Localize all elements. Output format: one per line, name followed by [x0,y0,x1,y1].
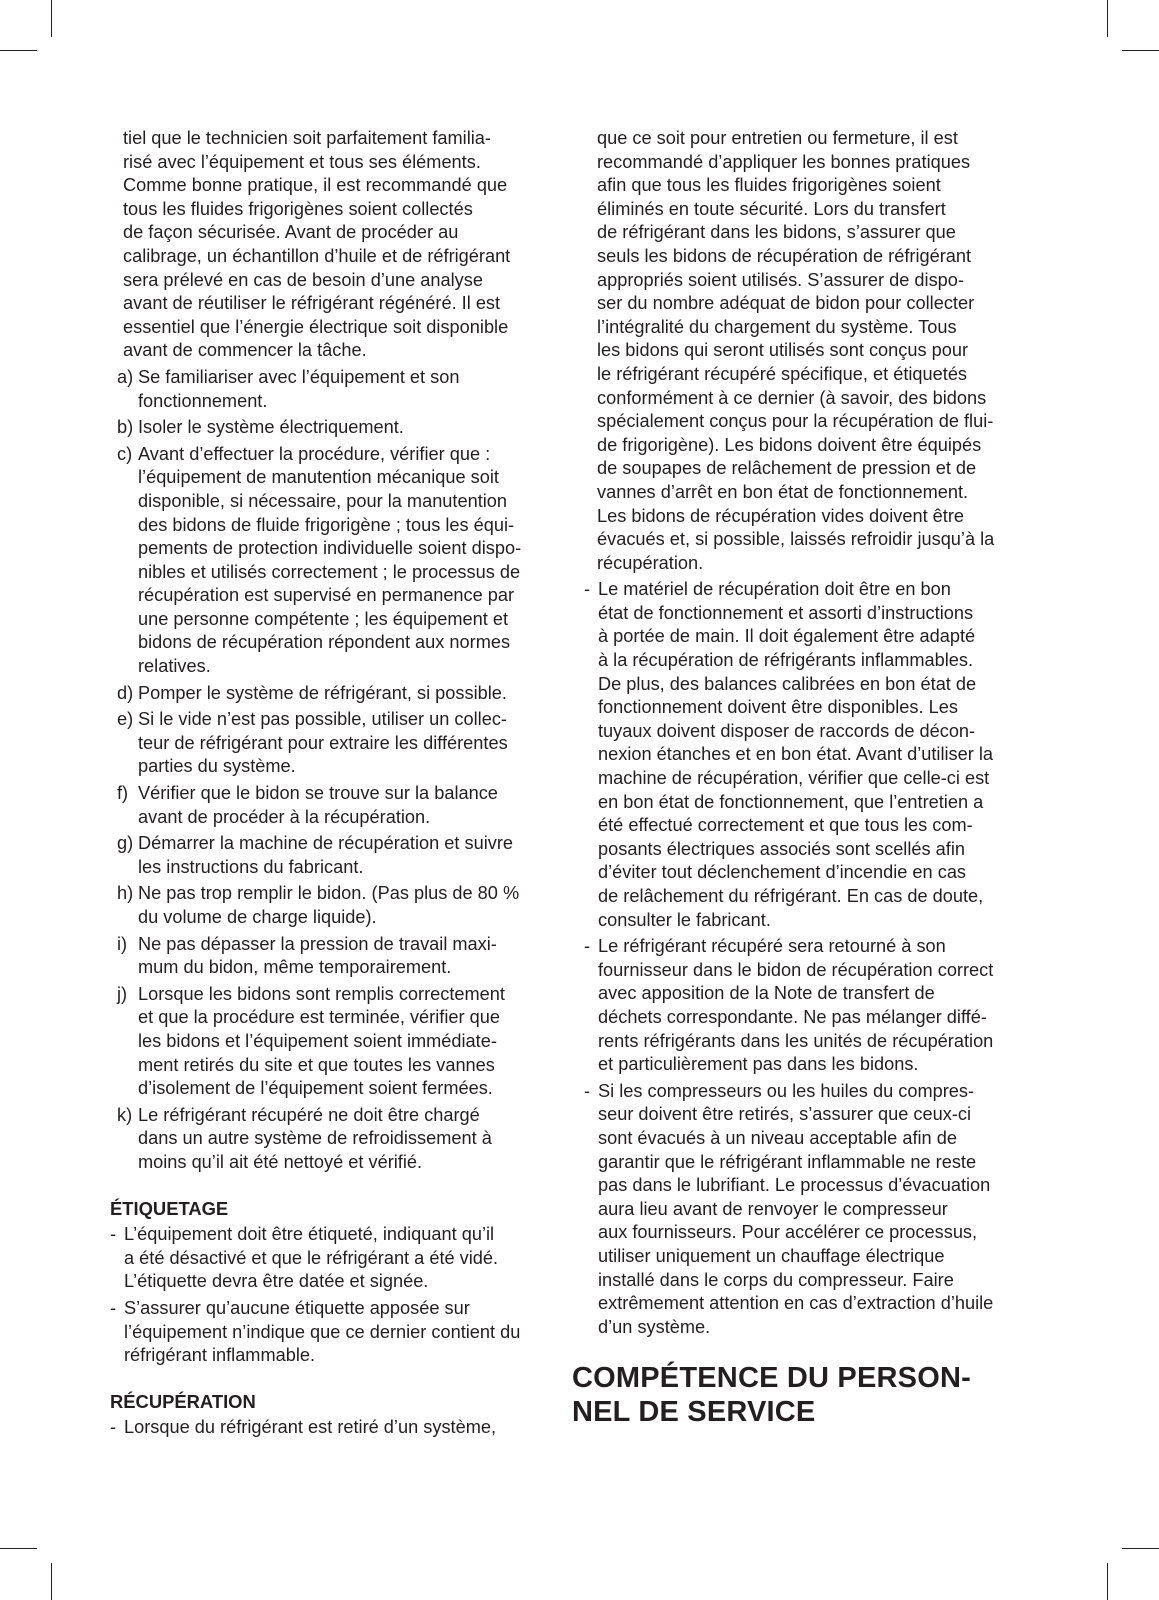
text-line: Le réfrigérant récupéré sera retourné à son [598,936,946,957]
text-line: Ne pas trop remplir le bidon. (Pas plus de 80 % [138,883,520,904]
text-line: risé avec l’équipement et tous ses éléments. [123,151,481,172]
crop-mark-top-left [0,50,37,51]
text-line: à portée de main. Il doit également être adapté [598,626,976,647]
text-line: de réfrigérant dans les bidons, s’assurer que [597,222,956,243]
procedure-step [110,882,556,929]
text-line: réfrigérant inflammable. [124,1345,316,1366]
text-line: relatives. [138,656,211,677]
text-line: moins qu’il ait été nettoyé et vérifié. [138,1151,423,1172]
text-line: avant de réutiliser le réfrigérant régénéré. Il est [123,293,501,314]
text-line: utiliser uniquement un chauffage électrique [598,1245,945,1266]
text-line: d’éviter tout déclenchement d’incendie en cas [598,862,967,883]
procedure-step [110,832,556,879]
step-marker: g) [117,833,134,854]
text-line: des bidons de fluide frigorigène ; tous les équi- [138,514,515,535]
text-line: parties du système. [138,756,296,777]
text-line: Avant d’effectuer la procédure, vérifier que : [138,443,491,464]
text-line: sont évacués à un niveau acceptable afin de [598,1127,957,1148]
text-line: à la récupération de réfrigérants inflammables. [598,650,974,671]
text-line: calibrage, un échantillon d’huile et de réfrigérant [123,245,511,266]
text-line: afin que tous les fluides frigorigènes soient [597,175,941,196]
text-line: aux fournisseurs. Pour accélérer ce processus, [598,1222,978,1243]
text-line: essentiel que l’énergie électrique soit disponible [123,316,509,337]
text-line: garantir que le réfrigérant inflammable ne reste [598,1151,977,1172]
text-line: avant de commencer la tâche. [123,340,367,361]
text-line: Ne pas dépasser la pression de travail maxi- [138,933,497,954]
text-line: sera prélevé en cas de besoin d’une analyse [123,269,483,290]
dash-marker: - [110,1297,117,1318]
step-marker: a) [117,366,134,387]
text-line: Se familiariser avec l’équipement et son [138,366,460,387]
text-line: vannes d’arrêt en bon état de fonctionnement. [597,481,969,502]
recovery-requirements-list [584,578,1030,1339]
right-column [572,127,1030,1429]
text-line: Lorsque les bidons sont remplis correctement [138,983,505,1004]
text-line: avec apposition de la Note de transfert de [598,983,935,1004]
service-personnel-competence-title [572,1361,1030,1429]
bullet-item [584,1080,1030,1340]
text-line: machine de récupération, vérifier que celle-ci est [598,768,990,789]
step-marker: h) [117,883,134,904]
procedure-step [110,682,556,706]
recovery-list [110,1416,556,1440]
crop-mark-top-left [51,0,52,37]
text-line: avant de procéder à la récupération. [138,806,431,827]
procedure-steps-list [110,366,556,1175]
text-line: pements de protection individuelle soient dispo- [138,538,522,559]
text-line: l’équipement n’indique que ce dernier contient du [124,1321,521,1342]
text-line: état de fonctionnement et assorti d’instructions [598,602,974,623]
step-marker: i) [117,933,128,954]
text-line: d’isolement de l’équipement soient fermées. [138,1078,493,1099]
text-line: ment retirés du site et que toutes les vannes [138,1054,495,1075]
text-line: L’équipement doit être étiqueté, indiquant qu’il [124,1224,495,1245]
text-line: installé dans le corps du compresseur. Faire [598,1269,954,1290]
procedure-step [110,933,556,980]
text-line: dans un autre système de refroidissement à [138,1128,492,1149]
bullet-item [110,1223,556,1294]
text-line: appropriés soient utilisés. S’assurer de dispo- [597,269,964,290]
text-line: Isoler le système électriquement. [138,417,404,438]
text-line: aura lieu avant de renvoyer le compresseur [598,1198,948,1219]
dash-marker: - [110,1224,117,1245]
text-line: et que la procédure est terminée, vérifier que [138,1007,500,1028]
text-line: de frigorigène). Les bidons doivent être équipés [597,434,982,455]
text-line: seur doivent être retirés, s’assurer que ceux-ci [598,1104,972,1125]
text-line: de relâchement du réfrigérant. En cas de doute, [598,886,984,906]
text-line: l’intégralité du chargement du système. Tous [597,316,957,337]
text-line: d’un système. [598,1316,711,1337]
step-marker: j) [117,983,128,1004]
text-line: éliminés en toute sécurité. Lors du transfert [597,198,946,219]
labeling-heading: ÉTIQUETAGE [110,1197,229,1219]
text-line: du volume de charge liquide). [138,907,377,927]
text-line: recommandé d’appliquer les bonnes pratiques [597,151,971,172]
text-line: Le réfrigérant récupéré ne doit être chargé [138,1104,480,1125]
crop-mark-bottom-right [1107,1563,1108,1600]
text-line: COMPÉTENCE DU PERSON- [572,1362,971,1395]
text-line: conformément à ce dernier (à savoir, des bidons [597,387,987,408]
crop-mark-bottom-right [1122,1548,1159,1549]
text-line: rents réfrigérants dans les unités de récupération [598,1030,994,1051]
step-marker: k) [117,1104,133,1125]
left-column [110,127,556,1440]
text-line: disponible, si nécessaire, pour la manutention [138,490,508,511]
text-line: et particulièrement pas dans les bidons. [598,1054,919,1075]
dash-marker: - [584,1080,591,1101]
crop-mark-top-right [1122,50,1159,51]
text-line: récupération. [597,552,704,573]
text-line: Comme bonne pratique, il est recommandé que [123,175,508,196]
text-line: l’équipement de manutention mécanique soit [138,467,499,488]
bullet-item [110,1297,556,1368]
text-line: teur de réfrigérant pour extraire les différentes [138,732,508,753]
text-line: De plus, des balances calibrées en bon état de [598,673,977,694]
text-line: Démarrer la machine de récupération et suivre [138,833,514,854]
text-line: que ce soit pour entretien ou fermeture, il est [597,128,958,148]
text-line: fournisseur dans le bidon de récupération correct [598,959,994,980]
text-line: Lorsque du réfrigérant est retiré d’un système, [124,1417,497,1438]
text-line: les bidons qui seront utilisés sont conçus pour [597,340,969,361]
text-line: bidons de récupération répondent aux normes [138,632,511,653]
text-line: en bon état de fonctionnement, que l’entretien a [598,791,984,812]
text-line: les instructions du fabricant. [138,856,364,877]
text-line: Le matériel de récupération doit être en bon [598,579,951,600]
text-line: nexion étanches et en bon état. Avant d’utiliser la [598,744,994,765]
text-line: NEL DE SERVICE [572,1396,816,1429]
text-line: tous les fluides frigorigènes soient collectés [123,198,473,219]
text-line: fonctionnement. [138,390,268,411]
procedure-step [110,708,556,779]
procedure-step [110,782,556,829]
procedure-step [110,1104,556,1175]
procedure-step [110,416,556,440]
text-line: de façon sécurisée. Avant de procéder au [123,222,459,243]
text-line: ser du nombre adéquat de bidon pour collecter [597,293,975,314]
text-line: tuyaux doivent disposer de raccords de décon- [598,720,976,741]
step-marker: b) [117,417,134,438]
bullet-item [110,1416,556,1440]
text-line: le réfrigérant récupéré spécifique, et étiquetés [597,363,968,384]
text-line: évacués et, si possible, laissés refroidir jusqu’à la [597,529,995,550]
bullet-item [584,578,1030,932]
text-line: mum du bidon, même temporairement. [138,957,452,978]
text-line: récupération est supervisé en permanence par [138,585,515,606]
text-line: spécialement conçus pour la récupération de flui- [597,411,994,432]
recovery-continuation-paragraph [584,127,1030,575]
dash-marker: - [584,579,591,600]
text-line: une personne compétente ; les équipement et [138,608,509,629]
text-line: posants électriques associés sont scellés afin [598,838,965,859]
intro-paragraph [110,127,556,363]
crop-mark-bottom-left [51,1563,52,1600]
text-line: nibles et utilisés correctement ; le processus de [138,561,521,582]
text-line: tiel que le technicien soit parfaitement familia- [123,128,491,148]
dash-marker: - [110,1417,117,1438]
text-line: déchets correspondante. Ne pas mélanger diffé- [598,1006,987,1027]
text-line: L’étiquette devra être datée et signée. [124,1271,429,1292]
bullet-item [584,935,1030,1077]
text-line: de soupapes de relâchement de pression et de [597,458,977,479]
text-line: seuls les bidons de récupération de réfrigérant [597,245,972,266]
text-line: Vérifier que le bidon se trouve sur la balance [138,783,498,804]
text-line: a été désactivé et que le réfrigérant a été vidé. [124,1247,499,1268]
text-line: Si le vide n’est pas possible, utiliser un collec- [138,709,507,730]
procedure-step [110,366,556,413]
procedure-step [110,443,556,679]
crop-mark-bottom-left [0,1548,37,1549]
recovery-heading: RÉCUPÉRATION [110,1390,256,1412]
labeling-list [110,1223,556,1368]
text-line: Si les compresseurs ou les huiles du compres- [598,1080,975,1101]
text-line: extrêmement attention en cas d’extraction d’huile [598,1293,994,1314]
text-line: S’assurer qu’aucune étiquette apposée sur [124,1297,470,1318]
text-line: fonctionnement doivent être disponibles. Les [598,697,958,718]
text-line: consulter le fabricant. [598,909,771,930]
step-marker: e) [117,709,134,730]
step-marker: f) [117,783,129,804]
text-line: pas dans le lubrifiant. Le processus d’évacuation [598,1175,991,1196]
dash-marker: - [584,936,591,957]
text-line: Les bidons de récupération vides doivent être [597,505,965,526]
text-line: été effectué correctement et que tous les com- [598,815,973,836]
text-line: les bidons et l’équipement soient immédiate- [138,1030,497,1051]
step-marker: c) [117,443,133,464]
procedure-step [110,983,556,1101]
crop-mark-top-right [1107,0,1108,37]
text-line: Pomper le système de réfrigérant, si possible. [138,682,507,703]
step-marker: d) [117,682,134,703]
